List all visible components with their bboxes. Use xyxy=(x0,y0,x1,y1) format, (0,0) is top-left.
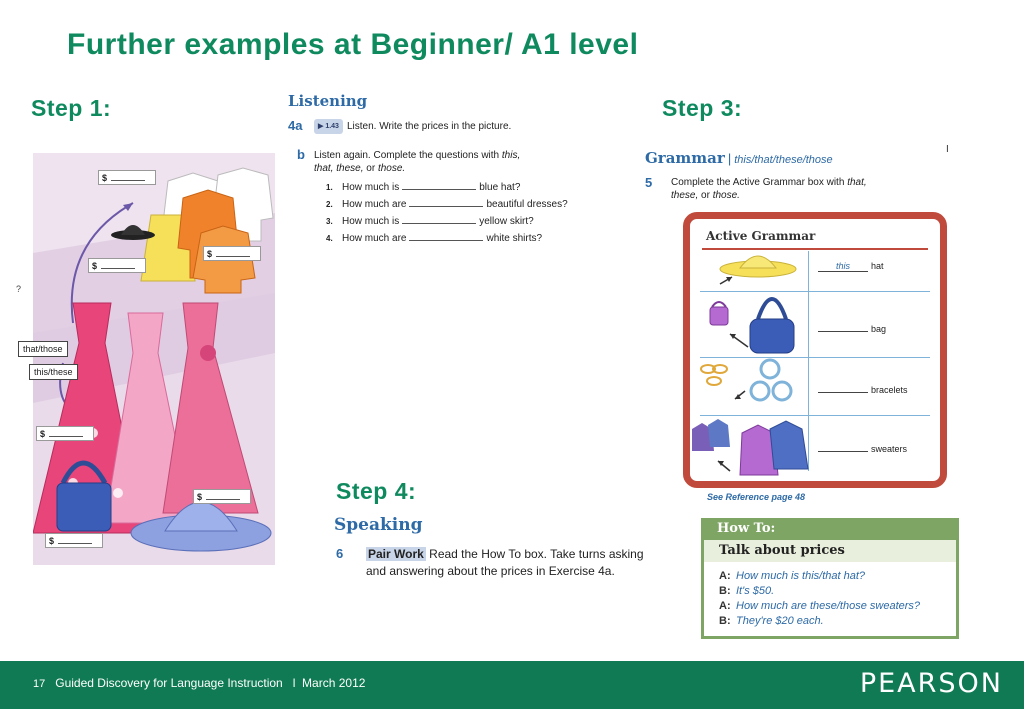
speaking-heading: Speaking xyxy=(334,515,423,535)
exercise-b-text: Listen again. Complete the questions with this, that, these, or those. xyxy=(314,150,521,174)
exercise-b-number: b xyxy=(297,147,305,162)
list-item: A: How much are these/those sweaters? xyxy=(719,600,921,612)
step-4-label: Step 4: xyxy=(336,478,417,504)
list-item: A: How much is this/that hat? xyxy=(719,570,866,582)
list-item: 2. How much are beautiful dresses? xyxy=(326,199,568,210)
footer-text xyxy=(33,676,365,690)
question-mark: ? xyxy=(16,284,22,294)
clothing-picture xyxy=(33,153,275,565)
exercise-6-text: Pair Work Read the How To box. Take turns asking and answering about the prices in Exercise 4a. xyxy=(366,547,644,578)
exercise-4a-number: 4a xyxy=(288,118,303,133)
active-grammar-title: Active Grammar xyxy=(706,229,816,243)
list-item: 3. How much is yellow skirt? xyxy=(326,216,534,227)
slide-title: Further examples at Beginner/ A1 level xyxy=(67,28,639,61)
reference-link[interactable]: See Reference page 48 xyxy=(707,492,806,502)
pair-work-badge: Pair Work xyxy=(368,547,424,561)
active-grammar-row: bracelets xyxy=(818,385,908,395)
footer-caption: Guided Discovery for Language Instruction l March 2012 xyxy=(55,676,366,690)
price-tag: $ xyxy=(193,489,251,504)
audio-icon[interactable]: ▶ 1.43 xyxy=(314,119,343,134)
active-grammar-row: sweaters xyxy=(818,444,907,454)
that-those-label: that/those xyxy=(18,341,68,357)
price-tag: $ xyxy=(45,533,103,548)
page-mark: I xyxy=(946,144,949,155)
this-these-label: this/these xyxy=(29,364,78,380)
price-tag: $ xyxy=(88,258,146,273)
listening-question-list xyxy=(326,179,568,247)
footer-bar xyxy=(0,661,1024,709)
exercise-5-number: 5 xyxy=(645,175,653,190)
step-1-label: Step 1: xyxy=(31,95,112,121)
grammar-heading: Grammar | this/that/these/those xyxy=(645,149,833,167)
how-to-tab: How To: xyxy=(701,518,959,540)
list-item: 4. How much are white shirts? xyxy=(326,233,543,244)
price-tag: $ xyxy=(203,246,261,261)
active-grammar-row: bag xyxy=(818,324,886,334)
price-tag: $ xyxy=(98,170,156,185)
active-grammar-box xyxy=(683,212,947,488)
how-to-subtitle: Talk about prices xyxy=(704,540,956,562)
list-item: B: It's $50. xyxy=(719,585,775,597)
list-item: 1. How much is blue hat? xyxy=(326,182,521,193)
page-number: 17 xyxy=(33,678,46,690)
pearson-logo: PEARSON xyxy=(859,668,1003,699)
how-to-box xyxy=(701,518,959,639)
active-grammar-row: this hat xyxy=(818,261,884,272)
step-3-label: Step 3: xyxy=(662,95,743,121)
how-to-dialogue xyxy=(719,569,920,629)
exercise-6-number: 6 xyxy=(336,546,344,561)
active-grammar-illustrations xyxy=(690,219,940,481)
exercise-4a-text: ▶ 1.43 Listen. Write the prices in the picture. xyxy=(314,119,511,134)
listening-heading: Listening xyxy=(288,92,368,110)
price-tag: $ xyxy=(36,426,94,441)
exercise-5-text: Complete the Active Grammar box with that, these, or those. xyxy=(671,177,867,201)
list-item: B: They're $20 each. xyxy=(719,615,824,627)
